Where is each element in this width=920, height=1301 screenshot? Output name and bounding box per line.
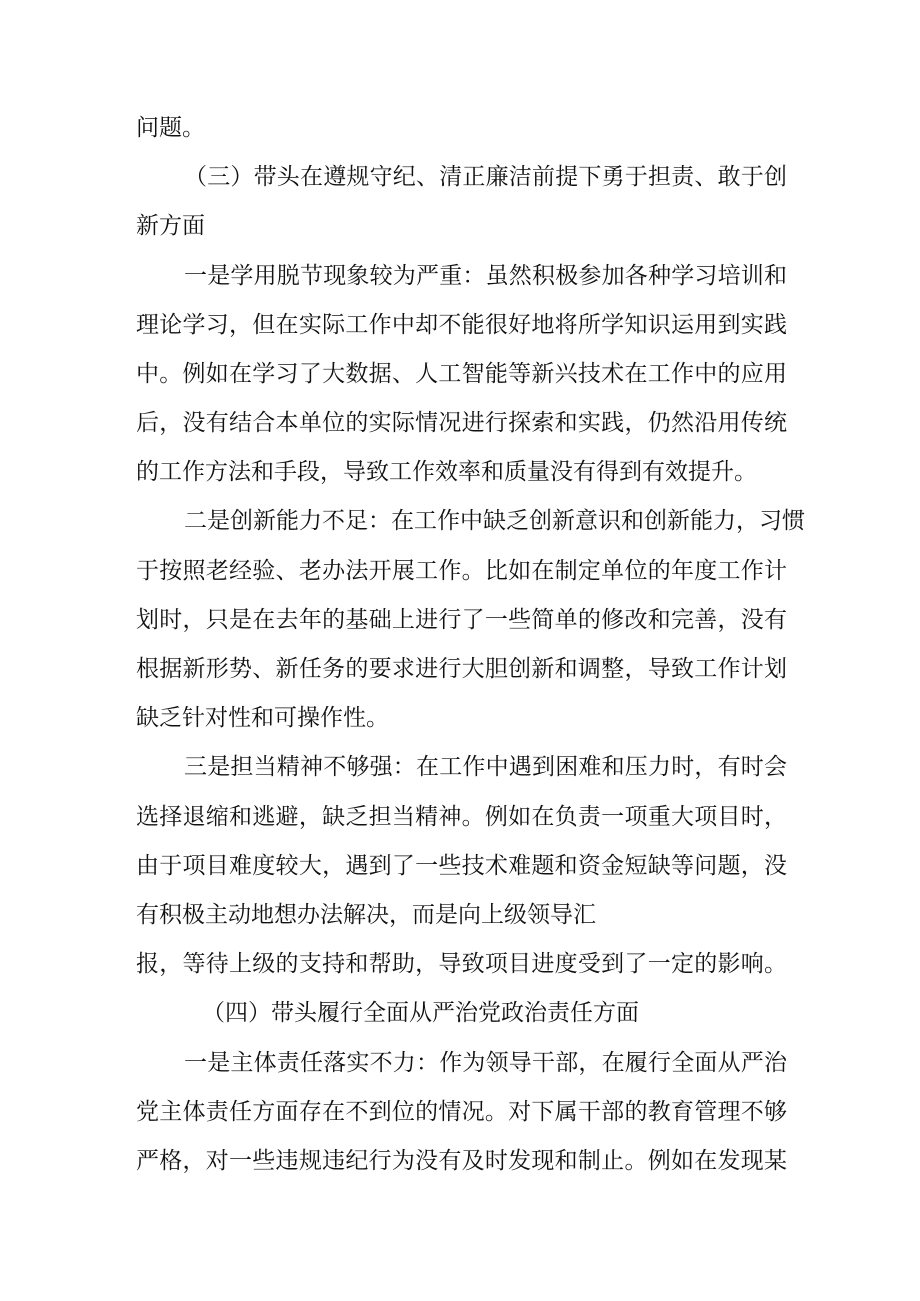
- paragraph-line: 于按照老经验、老办法开展工作。比如在制定单位的年度工作计: [136, 558, 787, 584]
- text-line: 问题。: [136, 115, 205, 141]
- paragraph-line: 划时，只是在去年的基础上进行了一些简单的修改和完善，没有: [136, 607, 787, 633]
- section-heading-3-cont: 新方面: [136, 213, 205, 239]
- paragraph-line: 的工作方法和手段，导致工作效率和质量没有得到有效提升。: [136, 459, 757, 485]
- paragraph-line: 一是学用脱节现象较为严重：虽然积极参加各种学习培训和: [184, 263, 787, 289]
- paragraph-line: 报，等待上级的支持和帮助，导致项目进度受到了一定的影响。: [136, 951, 787, 977]
- paragraph-line: 严格，对一些违规违纪行为没有及时发现和制止。例如在发现某: [136, 1148, 787, 1174]
- paragraph-line: 由于项目难度较大，遇到了一些技术难题和资金短缺等问题，没: [136, 853, 787, 879]
- paragraph-line: 后，没有结合本单位的实际情况进行探索和实践，仍然沿用传统: [136, 410, 787, 436]
- paragraph-line: 理论学习，但在实际工作中却不能很好地将所学知识运用到实践: [136, 312, 787, 338]
- paragraph-line: 有积极主动地想办法解决，而是向上级领导汇: [136, 902, 596, 928]
- paragraph-line: 党主体责任方面存在不到位的情况。对下属干部的教育管理不够: [136, 1099, 787, 1125]
- paragraph-line: 根据新形势、新任务的要求进行大胆创新和调整，导致工作计划: [136, 656, 787, 682]
- section-heading-3: （三）带头在遵规守纪、清正廉洁前提下勇于担责、敢于创: [184, 164, 787, 190]
- paragraph-line: 选择退缩和逃避，缺乏担当精神。例如在负责一项重大项目时，: [136, 804, 787, 830]
- paragraph-line: 中。例如在学习了大数据、人工智能等新兴技术在工作中的应用: [136, 361, 787, 387]
- section-heading-4: （四）带头履行全面从严治党政治责任方面: [202, 1000, 639, 1026]
- paragraph-line: 三是担当精神不够强：在工作中遇到困难和压力时，有时会: [184, 754, 787, 780]
- paragraph-line: 一是主体责任落实不力：作为领导干部，在履行全面从严治: [184, 1050, 787, 1076]
- paragraph-line: 二是创新能力不足：在工作中缺乏创新意识和创新能力，习惯: [184, 508, 805, 534]
- paragraph-line: 缺乏针对性和可操作性。: [136, 705, 389, 731]
